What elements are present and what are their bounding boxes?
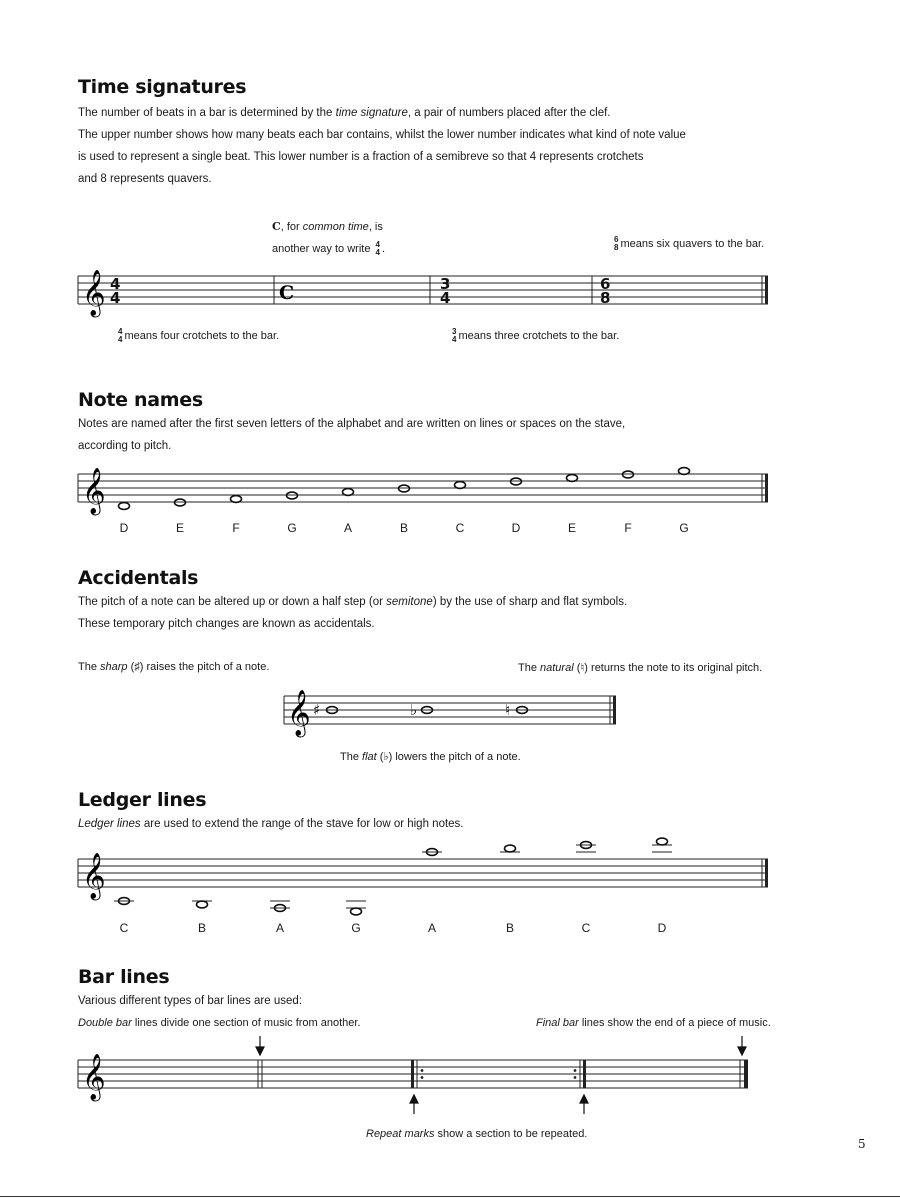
time-sig-3-4-bottom: 4 [440,289,451,307]
whole-note [275,905,286,912]
time-sig-3-4-top: 3 [440,275,451,293]
note-label: A [343,521,352,535]
note-label: F [624,521,632,535]
note-label: C [119,921,129,935]
page-bottom-rule [0,1196,900,1197]
time-sig-6-8-top: 6 [600,275,611,293]
whole-note [351,908,362,915]
double-bar-caption: Double bar lines divide one section of music from another. [78,1017,361,1029]
heading-accidentals: Accidentals [78,567,199,589]
treble-clef-icon: 𝄞 [82,1054,106,1100]
common-time-staff-symbol: C [279,282,295,304]
whole-note [455,482,466,489]
whole-note [231,496,242,503]
note-label: G [679,521,689,535]
time-sig-6-8-bottom: 8 [600,289,611,307]
treble-clef-icon: 𝄞 [82,853,106,899]
whole-note [427,849,438,856]
note-label: B [399,521,408,535]
arrow-up-icon [580,1095,588,1114]
whole-note [505,845,516,852]
note-label: C [455,521,465,535]
common-time-symbol: C [272,220,281,233]
ledger-paragraph: Ledger lines are used to extend the range of the stave for low or high notes. [78,818,464,830]
four-four-fraction: 4 4 [375,240,380,258]
six-eight-caption: 6 8 means six quavers to the bar. [614,235,765,252]
whole-note [287,492,298,499]
note-label: E [175,521,184,535]
time-sig-4-4-bottom: 4 [110,289,121,307]
repeat-end-thick-bar [583,1060,586,1088]
whole-note [623,471,634,478]
whole-note [343,489,354,496]
whole-note [119,898,130,905]
sharp-icon: ♯ [313,701,321,719]
heading-ledger-lines: Ledger lines [78,789,207,811]
whole-note [511,478,522,485]
note-label: G [287,521,297,535]
repeat-end-dot [574,1076,577,1079]
note-names-paragraph: Notes are named after the first seven letters of the alphabet and are written on lines or spaces on the stave, according to pitch. [78,418,626,452]
note-label: A [427,921,436,935]
repeat-start-dot [421,1076,424,1079]
page-number: 5 [858,1137,866,1151]
flat-caption: The flat (♭) lowers the pitch of a note. [340,751,521,763]
whole-note [119,503,130,510]
repeat-start-dot [421,1069,424,1072]
whole-note [175,499,186,506]
heading-time-signatures: Time signatures [78,76,247,98]
final-bar-caption: Final bar lines show the end of a piece of music. [536,1017,771,1029]
heading-note-names: Note names [78,389,203,411]
note-label: D [119,521,129,535]
note-label: A [275,921,284,935]
note-label: B [505,921,514,935]
note-label: E [567,521,576,535]
treble-clef-icon: 𝄞 [82,468,106,514]
heading-bar-lines: Bar lines [78,966,170,988]
note-label: C [581,921,591,935]
whole-note [581,842,592,849]
note-label: D [657,921,667,935]
whole-note [567,475,578,482]
three-four-caption: 3 4 means three crotchets to the bar. [452,327,620,344]
arrow-up-icon [410,1095,418,1114]
bar-lines-paragraph: Various different types of bar lines are used: [78,995,302,1007]
whole-note [657,838,668,845]
arrow-down-icon [738,1036,746,1055]
natural-caption: The natural (♮) returns the note to its original pitch. [518,662,763,674]
time-sig-paragraph: The number of beats in a bar is determined by the time signature, a pair of numbers placed after the clef. The upper number shows how many beats each bar contains, whilst the lower number indicates what kind of note value is used to represent a single beat. This lower number is a fraction of a semibreve so that 4 represents crotchets and 8 represents quavers. [78,107,686,185]
whole-note [197,901,208,908]
note-flat-a [422,707,433,714]
accidentals-paragraph: The pitch of a note can be altered up or down a half step (or semitone) by the use of sharp and flat symbols. These temporary pitch changes are known as accidentals. [78,596,628,630]
note-sharp-a [327,707,338,714]
note-label: D [511,521,521,535]
arrow-down-icon [256,1036,264,1055]
final-thick-bar [744,1060,748,1088]
repeat-end-dot [574,1069,577,1072]
common-time-caption: C, for common time, is another way to write 4 4 . [272,220,386,258]
note-natural-a [517,707,528,714]
flat-icon: ♭ [410,701,418,719]
whole-note [679,468,690,475]
whole-note [399,485,410,492]
sharp-caption: The sharp (♯) raises the pitch of a note. [78,661,270,673]
repeat-start-thick-bar [411,1060,414,1088]
repeat-marks-caption: Repeat marks show a section to be repeated. [366,1128,588,1140]
treble-clef-icon: 𝄞 [82,270,106,316]
note-label: F [232,521,240,535]
note-label: B [197,921,206,935]
natural-icon: ♮ [505,701,511,719]
time-sig-4-4-top: 4 [110,275,121,293]
note-label: G [351,921,361,935]
treble-clef-icon: 𝄞 [287,690,311,736]
four-four-caption: 4 4 means four crotchets to the bar. [118,327,280,344]
